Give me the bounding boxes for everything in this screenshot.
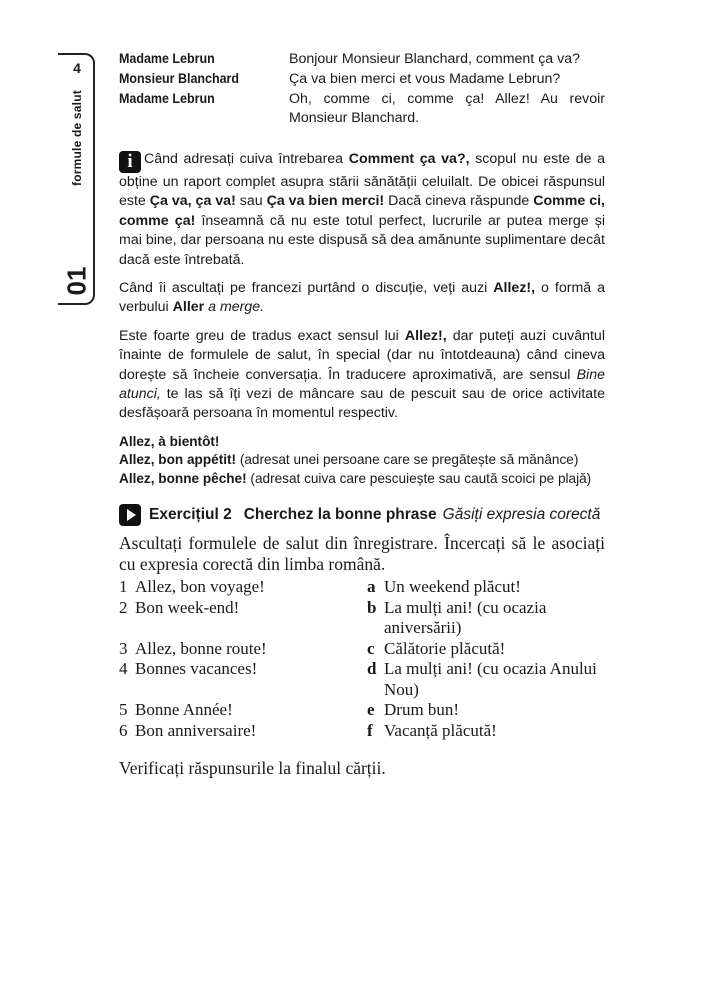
bold-term: Comme ci, comme ça! bbox=[119, 193, 605, 229]
page-content bbox=[119, 50, 605, 779]
expressions-list bbox=[119, 433, 605, 489]
text-run: te las să îți vezi de mâncare sau de pescuit sau de orice activitate desfășoară persoana în momentul respectiv. bbox=[119, 386, 605, 422]
expression-note: (adresat unei persoane care se pregătește să mănânce) bbox=[236, 452, 579, 468]
pair-row bbox=[119, 577, 605, 598]
pair-number: 1 bbox=[119, 577, 128, 597]
chapter-number bbox=[62, 262, 92, 300]
dialogue-speaker: Madame Lebrun bbox=[119, 51, 215, 67]
expression-phrase: Allez, bonne pêche! bbox=[119, 470, 247, 486]
pair-romanian: La mulți ani! (cu ocazia Anului Nou) bbox=[384, 659, 597, 699]
italic-term: Bine atunci, bbox=[119, 366, 605, 403]
pair-letter: e bbox=[367, 700, 375, 720]
pair-letter: f bbox=[367, 720, 373, 740]
expression-note: (adresat cuiva care pescuiește sau caută scoici pe plajă) bbox=[246, 470, 592, 486]
dialogue bbox=[119, 50, 605, 128]
pair-row bbox=[119, 659, 605, 700]
exercise-heading bbox=[119, 504, 605, 526]
section-title-text: formule de salut bbox=[70, 89, 84, 186]
info-icon: i bbox=[119, 151, 141, 173]
pair-row bbox=[119, 598, 605, 639]
pair-romanian: Drum bun! bbox=[384, 700, 460, 720]
play-icon[interactable] bbox=[119, 504, 141, 526]
pair-romanian: Vacanță plăcută! bbox=[384, 720, 497, 740]
expression-phrase: Allez, à bientôt! bbox=[119, 433, 220, 449]
dialogue-speaker: Monsieur Blanchard bbox=[119, 71, 240, 87]
pair-letter: a bbox=[367, 577, 376, 597]
exercise-label: Exercițiul 2 bbox=[149, 506, 232, 524]
exercise-title: Cherchez la bonne phrase bbox=[243, 506, 437, 524]
italic-term: a merge. bbox=[208, 299, 265, 316]
pair-french: Bonnes vacances! bbox=[135, 659, 258, 679]
info-paragraph bbox=[119, 150, 605, 270]
pair-french: Allez, bonne route! bbox=[135, 638, 267, 658]
pair-letter: b bbox=[367, 597, 377, 617]
dialogue-speaker: Madame Lebrun bbox=[119, 91, 215, 107]
exercise-subtitle: Găsiți expresia corectă bbox=[442, 506, 601, 524]
text-run: Este foarte greu de tradus exact sensul lui bbox=[119, 327, 405, 344]
pair-french: Bon week-end! bbox=[135, 597, 240, 617]
expression-item bbox=[119, 470, 605, 489]
text-run: dar puteți auzi cuvântul înainte de formulele de salut, în special (dar nu întotdeauna) când cineva dorește să încheie conversația. În traducere aproximativă, are sensul bbox=[119, 327, 605, 383]
pair-french: Allez, bon voyage! bbox=[135, 577, 265, 597]
bold-term: Allez!, bbox=[404, 327, 447, 344]
chapter-number-text: 01 bbox=[61, 266, 92, 296]
exercise-instructions: Ascultați formulele de salut din înregistrare. Încercați să le asociați cu expresia corectă din limba română. bbox=[119, 533, 605, 575]
pair-row bbox=[119, 700, 605, 721]
text-run: sau bbox=[235, 193, 267, 210]
dialogue-row bbox=[119, 50, 605, 69]
dialogue-line: Bonjour Monsieur Blanchard, comment ça va? bbox=[289, 51, 580, 67]
expression-phrase: Allez, bon appétit! bbox=[119, 452, 237, 468]
text-run: o formă a verbului bbox=[119, 280, 606, 316]
pair-number: 6 bbox=[119, 720, 128, 740]
pair-romanian: Călătorie plăcută! bbox=[384, 638, 506, 658]
pair-number: 3 bbox=[119, 638, 128, 658]
allez-paragraph bbox=[119, 279, 605, 318]
text-run: Când îi ascultați pe francezi purtând o discuție, veți auzi bbox=[119, 280, 494, 297]
bold-term: Comment ça va?, bbox=[348, 151, 470, 167]
text-run: înseamnă că nu este totul perfect, lucrurile ar putea merge și mai bine, dar persoana nu este dispusă să dea amănunte suplimentare decât dacă este întrebată. bbox=[119, 212, 605, 268]
bold-term: Aller bbox=[172, 299, 205, 316]
pair-number: 5 bbox=[119, 700, 128, 720]
expression-item bbox=[119, 433, 605, 452]
dialogue-line: Ça va bien merci et vous Madame Lebrun? bbox=[289, 71, 561, 87]
text-run: scopul nu este de a obține un raport complet asupra stării sănătății celuilalt. De obicei răspunsul este bbox=[119, 151, 605, 210]
page-number: 4 bbox=[73, 60, 81, 76]
pair-number: 2 bbox=[119, 597, 128, 617]
bold-term: Ça va bien merci! bbox=[266, 193, 385, 210]
pair-letter: d bbox=[367, 659, 377, 679]
pair-row bbox=[119, 721, 605, 742]
pair-number: 4 bbox=[119, 659, 128, 679]
pair-romanian: Un weekend plăcut! bbox=[384, 577, 521, 597]
translation-paragraph bbox=[119, 327, 605, 424]
expression-item bbox=[119, 451, 605, 470]
matching-pairs bbox=[119, 577, 605, 741]
text-run: Când adresați cuiva întrebarea bbox=[144, 151, 349, 167]
bold-term: Allez!, bbox=[493, 280, 536, 297]
pair-french: Bon anniversaire! bbox=[135, 720, 257, 740]
pair-french: Bonne Année! bbox=[135, 700, 233, 720]
section-title bbox=[64, 85, 90, 190]
pair-row bbox=[119, 639, 605, 660]
text-run: Dacă cineva răspunde bbox=[384, 193, 534, 210]
dialogue-row bbox=[119, 90, 605, 128]
dialogue-row bbox=[119, 70, 605, 89]
exercise-footer: Verificați răspunsurile la finalul cărții. bbox=[119, 758, 386, 779]
pair-letter: c bbox=[367, 638, 375, 658]
pair-romanian: La mulți ani! (cu ocazia aniversării) bbox=[384, 597, 547, 638]
dialogue-line: Oh, comme ci, comme ça! Allez! Au revoir Monsieur Blanchard. bbox=[289, 91, 605, 126]
bold-term: Ça va, ça va! bbox=[149, 193, 236, 210]
